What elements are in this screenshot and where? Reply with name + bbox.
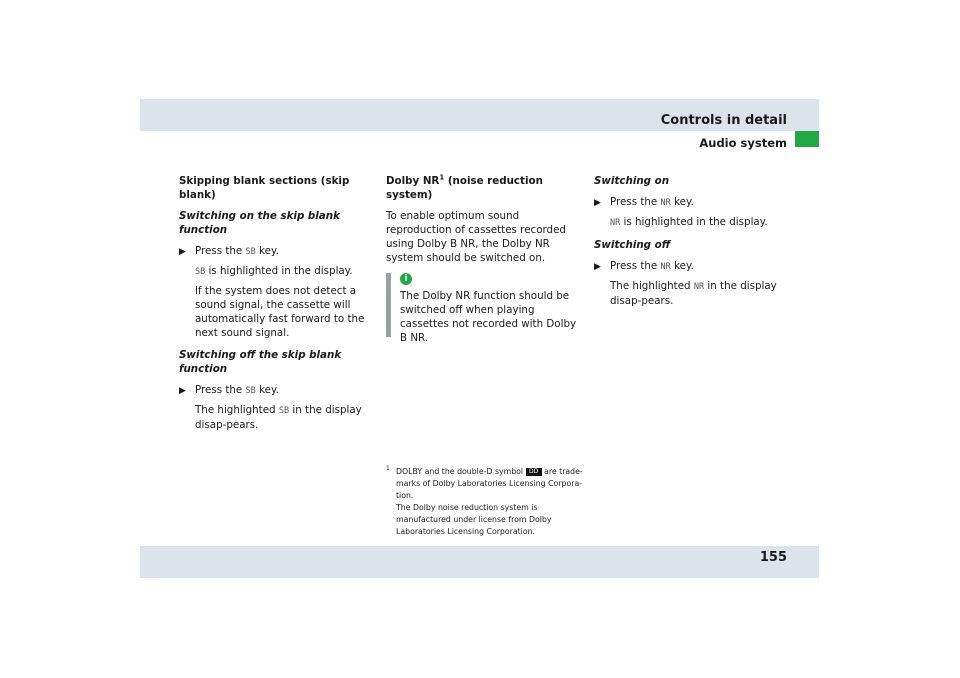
nr-key-label: NR: [610, 218, 621, 228]
sb-key-label: SB: [195, 267, 206, 277]
column-dolby-nr: [386, 173, 582, 344]
footnote-license-text: The Dolby noise reduction system is manufactured under license from Dolby Laboratories Licensing Corporation.: [396, 503, 552, 536]
sb-key-label: SB: [245, 247, 256, 257]
arrow-right-icon: ▶: [179, 247, 186, 257]
arrow-right-icon: ▶: [179, 386, 186, 396]
dolby-nr-heading: Dolby $NR^1$ (noise reduction system): [386, 173, 543, 201]
section-marker-tab: [795, 131, 819, 147]
instruction-result: NR is highlighted in the display.: [610, 216, 768, 228]
section-title: Audio system: [699, 136, 787, 150]
instruction-step: ▶ Press the SB key.: [179, 245, 279, 257]
column-skip-blank: [179, 174, 375, 437]
nr-key-label: NR: [660, 262, 671, 272]
footnote: 1 DOLBY and the double-D symbol DD are trade-marks of Dolby Laboratories Licensing Corpora-tion. The Dolby noise reduction system is manufactured under license from Dolby Laboratories Licensing Corporation.: [386, 466, 586, 538]
nr-key-label: NR: [660, 198, 671, 208]
footer-band: [140, 546, 819, 578]
instruction-result: The highlighted SB in the display disap-pears.: [195, 404, 362, 431]
instruction-note: If the system does not detect a sound signal, the cassette will automatically fast forward to the next sound signal.: [195, 285, 365, 339]
page-number: 155: [759, 550, 787, 565]
instruction-step: ▶ Press the SB key.: [179, 384, 279, 396]
dolby-dd-icon: DD: [526, 468, 542, 476]
sb-key-label: SB: [278, 406, 290, 416]
footnote-ref: 1: [439, 173, 445, 182]
instruction-result: The highlighted NR in the display disap-pears.: [610, 280, 777, 307]
instruction-step: ▶ Press the NR key.: [594, 196, 694, 208]
info-note-text: The Dolby NR function should be switched off when playing cassettes not recorded with Dolby B NR.: [400, 290, 577, 344]
instruction-step: ▶ Press the NR key.: [594, 260, 694, 272]
footnote-mark: 1: [386, 465, 390, 472]
skip-blank-on-subheading: Switching on the skip blank function: [179, 210, 340, 236]
info-bar: [386, 273, 391, 337]
chapter-title: Controls in detail: [660, 113, 787, 128]
nr-key-label: NR: [693, 282, 705, 292]
dolby-nr-paragraph: To enable optimum sound reproduction of cassettes recorded using Dolby B NR, the Dolby NR system should be switched on.: [386, 210, 566, 264]
switching-off-subheading: Switching off: [594, 239, 671, 251]
switching-on-subheading: Switching on: [594, 175, 670, 187]
arrow-right-icon: ▶: [594, 262, 601, 272]
skip-blank-off-subheading: Switching off the skip blank function: [179, 349, 342, 375]
sb-key-label: SB: [245, 386, 256, 396]
info-icon: i: [400, 273, 412, 285]
column-dolby-switching: [594, 174, 790, 313]
instruction-result: SB is highlighted in the display.: [195, 265, 353, 277]
info-note-box: [386, 273, 582, 344]
skip-blank-heading: Skipping blank sections (skip blank): [179, 175, 350, 201]
arrow-right-icon: ▶: [594, 198, 601, 208]
